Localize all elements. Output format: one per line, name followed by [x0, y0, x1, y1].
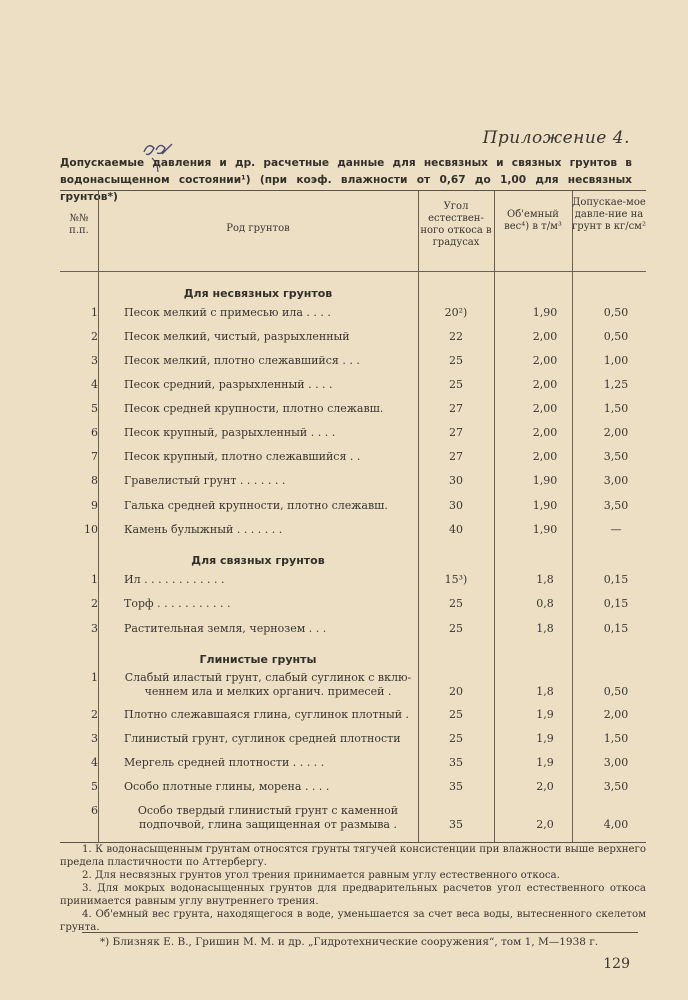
header-pressure: Допускае-мое давле-ние на грунт в кг/см²: [572, 197, 646, 232]
table-notes: [60, 843, 646, 934]
soil-table: №№ п.п. Род грунтов Угол естествен-ного откоса в градусах Об'емный вес⁴) в т/м³ Допускае-мое давле-ние на грунт в кг/см² Для несвязных грунтов 1 Песок мелкий с примесью ила . . . . 20²) 1,90 0,50 2 Песок мелкий, чистый, разрыхленный 22 2,00 0,50 3 Песок мелкий, плотно слежавшийся . . . 25 2,00 1,00 4 Песок средний, разрыхленный . . . . 25 2,00 1,25 5 Песок средней крупности, плотно слежавш. 27 2,00 1,50 6 Песок крупный, разрыхленный . . . . 27 2,00 2,00 7 Песок крупный, плотно слежавшийся . . 27 2,00 3,50 8 Гравелистый грунт . . . . . . . 30 1,90 3,00 9 Галька средней крупности, плотно слежавш. 30 1,90 3,50 10 Камень булыжный . . . . . . . 40 1,90 — Для связных грунтов 1 Ил . . . . . . . . . . . . 15³) 1,8 0,15 2 Торф . . . . . . . . . . . 25 0,8 0,15 3 Растительная земля, чернозем . . . 25 1,8 0,15 Глинистые грунты 1 Слабый иластый грунт, слабый суглинок с вклю-ченнем ила и мелких органич. примесей . 20 1,8 0,50 2 Плотно слежавшаяся глина, суглинок плотный . 25 1,9 2,00 3 Глинистый грунт, суглинок средней плотности 25 1,9 1,50 4 Мергель средней плотности . . . . . 35 1,9 3,00 5 Особо плотные глины, морена . . . . 35 2,0 3,50 6 Особо твердый глинистый грунт с каменной подпочвой, глина защищенная от размыва . 35 2,0 4,00: [60, 190, 646, 843]
footnote: *) Близняк Е. В., Гришин М. М. и др. „Гидротехнические сооружения“, том 1, М—1938 г.: [99, 936, 599, 948]
page-number: 129: [603, 956, 630, 972]
header-weight: Об'емный вес⁴) в т/м³: [504, 209, 562, 232]
footnote-divider: [82, 932, 638, 933]
note-3: 3. Для мокрых водонасыщенных грунтов для предварительных расчетов угол естественного откоса принимается равным углу внутреннего трения.: [60, 883, 646, 907]
header-soil: Род грунтов: [226, 223, 290, 234]
section-title-clay: Глинистые грунты: [199, 653, 317, 666]
table-caption: Допускаемые давления и др. расчетные данные для несвязных и связных грунтов в водонасыщенном состоянии¹) (при коэф. влажности от 0,67 до 1,00 для несвязных грунтов*): [60, 157, 632, 203]
section-title-noncohesive: Для несвязных грунтов: [183, 287, 333, 300]
appendix-label: Приложение 4.: [482, 128, 630, 148]
header-num: №№ п.п.: [69, 213, 89, 236]
section-title-cohesive: Для связных грунтов: [191, 554, 325, 567]
note-1: 1. К водонасыщенным грунтам относятся грунты тягучей консистенции при влажности выше верхнего предела пластичности по Аттербергу.: [60, 844, 646, 868]
note-4: 4. Об'емный вес грунта, находящегося в воде, уменьшается за счет веса воды, вытесненного скелетом грунта.: [60, 909, 646, 933]
note-2: 2. Для несвязных грунтов угол трения принимается равным углу естественного откоса.: [82, 870, 560, 881]
header-angle: Угол естествен-ного откоса в градусах: [420, 201, 492, 248]
